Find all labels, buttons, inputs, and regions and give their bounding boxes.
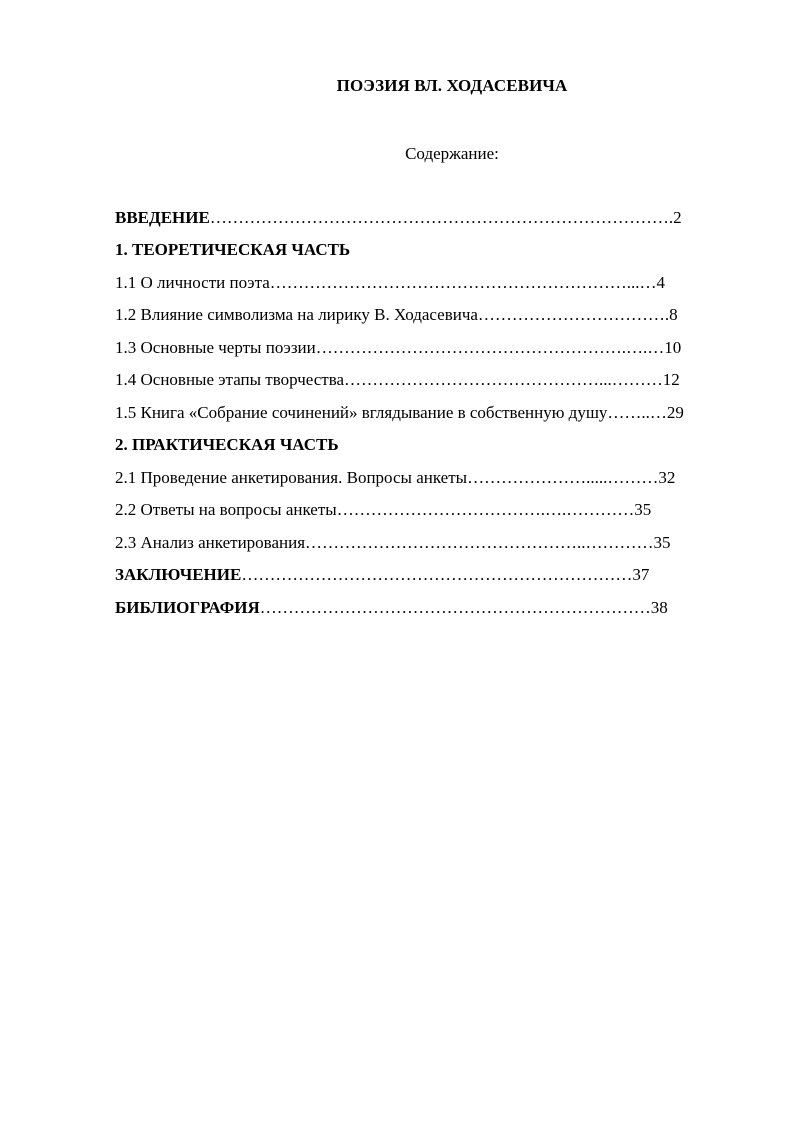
- toc-entry-label: 1.1 О личности поэта: [115, 273, 270, 292]
- toc-leader-dots: ……..…: [607, 403, 667, 422]
- toc-entry-1-1: [115, 272, 665, 294]
- toc-page-number: 8: [669, 305, 678, 324]
- toc-entry-1-3: [115, 337, 681, 359]
- toc-page-number: 10: [664, 338, 682, 357]
- toc-page-number: 12: [662, 370, 680, 389]
- toc-entry-label: 1.4 Основные этапы творчества: [115, 370, 345, 389]
- toc-entry-label: 1. ТЕОРЕТИЧЕСКАЯ ЧАСТЬ: [115, 240, 351, 259]
- toc-entry-label: ВВЕДЕНИЕ: [115, 208, 210, 227]
- toc-entry-2-3: [115, 532, 671, 554]
- toc-leader-dots: …………………………….: [477, 305, 670, 324]
- toc-page-number: 32: [658, 468, 676, 487]
- toc-page-number: 29: [666, 403, 684, 422]
- toc-entry-label: ЗАКЛЮЧЕНИЕ: [115, 565, 242, 584]
- toc-page-number: 4: [656, 273, 666, 292]
- toc-entry-label: 1.3 Основные черты поэзии: [115, 338, 316, 357]
- toc-page-number: 2: [673, 208, 682, 227]
- toc-entry-label: 2.2 Ответы на вопросы анкеты: [115, 500, 337, 519]
- toc-leader-dots: ……………………………………………………………: [241, 565, 633, 584]
- toc-entry-label: 1.2 Влияние символизма на лирику В. Ходасевича: [115, 305, 478, 324]
- toc-page-number: 35: [634, 500, 652, 519]
- toc-leader-dots: ……………………………….….…………: [336, 500, 635, 519]
- toc-entry-bibliography: [115, 597, 668, 619]
- toc-entry-2-1: [115, 467, 675, 489]
- toc-entry-label: БИБЛИОГРАФИЯ: [115, 598, 260, 617]
- toc-entry-label: 2. ПРАКТИЧЕСКАЯ ЧАСТЬ: [115, 435, 339, 454]
- toc-leader-dots: ………………….....………: [467, 468, 659, 487]
- toc-entry-1-4: [115, 369, 680, 391]
- toc-page-number: 38: [650, 598, 668, 617]
- toc-entry-theoretical-part: [115, 239, 350, 261]
- toc-entry-label: 1.5 Книга «Собрание сочинений» вглядывание в собственную душу: [115, 403, 608, 422]
- toc-leader-dots: ……………………………………………………………: [259, 598, 651, 617]
- toc-leader-dots: …………………………………………..…………: [305, 533, 654, 552]
- toc-leader-dots: ……………………………………………………………………….: [209, 208, 674, 227]
- toc-entry-1-2: [115, 304, 678, 326]
- toc-entry-2-2: [115, 499, 651, 521]
- toc-leader-dots: ……………………………………………….….…: [315, 338, 665, 357]
- toc-entry-label: 2.3 Анализ анкетирования: [115, 533, 306, 552]
- toc-page-number: 35: [653, 533, 671, 552]
- contents-heading: Содержание:: [405, 144, 499, 163]
- toc-leader-dots: ………………………………………...………: [344, 370, 663, 389]
- toc-entry-introduction: [115, 207, 682, 229]
- toc-leader-dots: ………………………………………………………...…: [269, 273, 657, 292]
- toc-page-number: 37: [632, 565, 650, 584]
- toc-entry-conclusion: [115, 564, 649, 586]
- document-title: ПОЭЗИЯ ВЛ. ХОДАСЕВИЧА: [336, 76, 568, 95]
- toc-entry-practical-part: [115, 434, 339, 456]
- toc-entry-1-5: [115, 402, 684, 424]
- toc-entry-label: 2.1 Проведение анкетирования. Вопросы анкеты: [115, 468, 468, 487]
